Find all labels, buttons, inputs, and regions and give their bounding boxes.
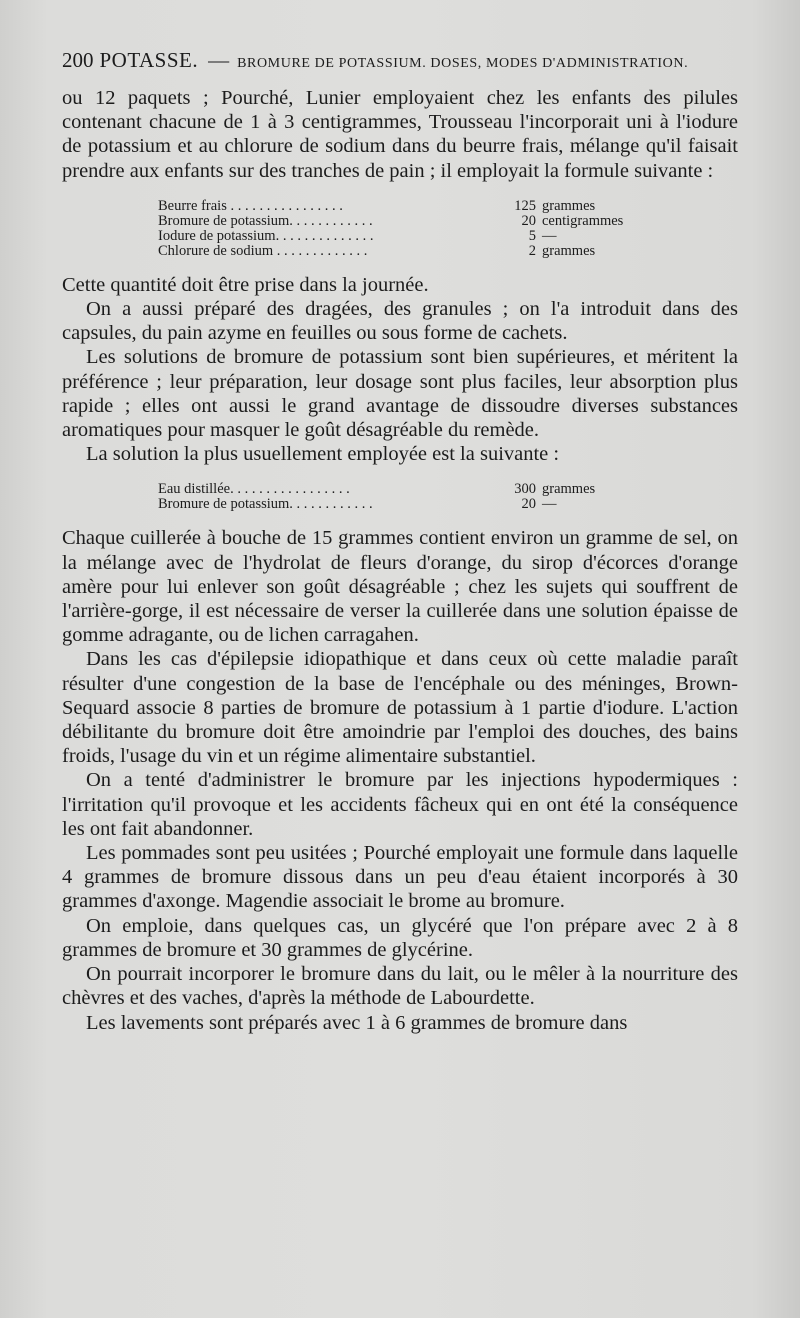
formula-row [158,214,623,229]
page-number: 200 [62,48,94,72]
chapter-title: POTASSE. [99,48,199,72]
header-dash: — [208,48,230,72]
quantity: 300 [514,481,536,498]
running-header [62,48,738,86]
ingredient: Iodure de potassium. . . . . . . . . . . . . . [158,228,374,244]
formula-row [158,229,623,244]
quantity: 20 [521,212,536,229]
paragraph-10: On emploie, dans quelques cas, un glycéré que l'on prépare avec 2 à 8 grammes de bromure et 30 grammes de glycérine. [62,914,738,961]
page-content [62,48,738,1035]
formula-row [158,482,595,497]
paragraph-8: On a tenté d'administrer le bromure par les injections hypodermiques : l'irritation qu'il provoque et les accidents fâcheux qui en ont été la conséquence les ont fait abandonner. [62,769,738,840]
quantity: 125 [514,197,536,214]
formula-row [158,199,623,214]
unit: — [542,496,557,513]
paragraph-6: Chaque cuillerée à bouche de 15 grammes contient environ un gramme de sel, on la mélange avec de l'hydrolat de fleurs d'orange, du sirop d'écorces d'orange amère pour lui enlever son goût désagréable ; chez les sujets qui souffrent de l'arrière-gorge, il est nécessaire de verser la cuillerée dans une solution épaisse de gomme adragante, ou de lichen carragahen. [62,527,738,647]
paragraph-1: ou 12 paquets ; Pourché, Lunier employaient chez les enfants des pilules contenant chacune de 1 à 3 centigrammes, Trousseau l'incorporait uni à l'iodure de potassium et au chlorure de sodium dans du beurre frais, mélange qu'il faisait prendre aux enfants sur des tranches de pain ; il employait la formule suivante : [62,87,738,182]
ingredient: Beurre frais . . . . . . . . . . . . . . . . [158,198,343,214]
ingredient: Bromure de potassium. . . . . . . . . . . . [158,497,373,513]
unit: — [542,227,557,244]
quantity: 2 [528,242,536,259]
formula-row [158,244,623,259]
paragraph-4: Les solutions de bromure de potassium sont bien supérieures, et méritent la préférence ; leur préparation, leur dosage sont plus faciles, leur absorption plus rapide ; elles ont aussi le grand avantage de dissoudre diverses substances aromatiques pour masquer le goût désagréable du remède. [62,346,738,442]
paragraph-2: Cette quantité doit être prise dans la journée. [62,273,429,296]
formula-solution [158,482,595,512]
paragraph-9: Les pommades sont peu usitées ; Pourché employait une formule dans laquelle 4 grammes de bromure dissous dans un peu d'eau étaient incorporés à 30 grammes d'axonge. Magendie associait le brome au bromure. [62,842,738,913]
quantity: 20 [521,496,536,513]
paragraph-11: On pourrait incorporer le bromure dans du lait, ou le mêler à la nourriture des chèvres et des vaches, d'après la méthode de Labourdette. [62,963,738,1010]
unit: grammes [542,242,596,259]
formula-butter [158,199,623,259]
paragraph-12: Les lavements sont préparés avec 1 à 6 grammes de bromure dans [86,1011,628,1034]
paragraph-7: Dans les cas d'épilepsie idiopathique et dans ceux où cette maladie paraît résulter d'une congestion de la base de l'encéphale ou des méninges, Brown-Sequard associe 8 parties de bromure de potassium à 1 partie d'iodure. L'action débilitante du bromure doit être amoindrie par l'emploi des douches, des bains froids, l'usage du vin et un régime alimentaire substantiel. [62,648,738,768]
unit: grammes [542,481,596,498]
section-subtitle: BROMURE DE POTASSIUM. DOSES, MODES D'ADMINISTRATION. [237,56,689,71]
unit: centigrammes [542,212,624,229]
ingredient: Chlorure de sodium . . . . . . . . . . . . . [158,243,368,259]
formula-row [158,497,595,512]
ingredient: Bromure de potassium. . . . . . . . . . . . [158,213,373,229]
quantity: 5 [528,227,536,244]
unit: grammes [542,197,596,214]
paragraph-5: La solution la plus usuellement employée est la suivante : [86,443,560,466]
paragraph-3: On a aussi préparé des dragées, des granules ; on l'a introduit dans des capsules, du pain azyme en feuilles ou sous forme de cachets. [62,298,738,345]
ingredient: Eau distillée. . . . . . . . . . . . . . . . . [158,482,350,498]
